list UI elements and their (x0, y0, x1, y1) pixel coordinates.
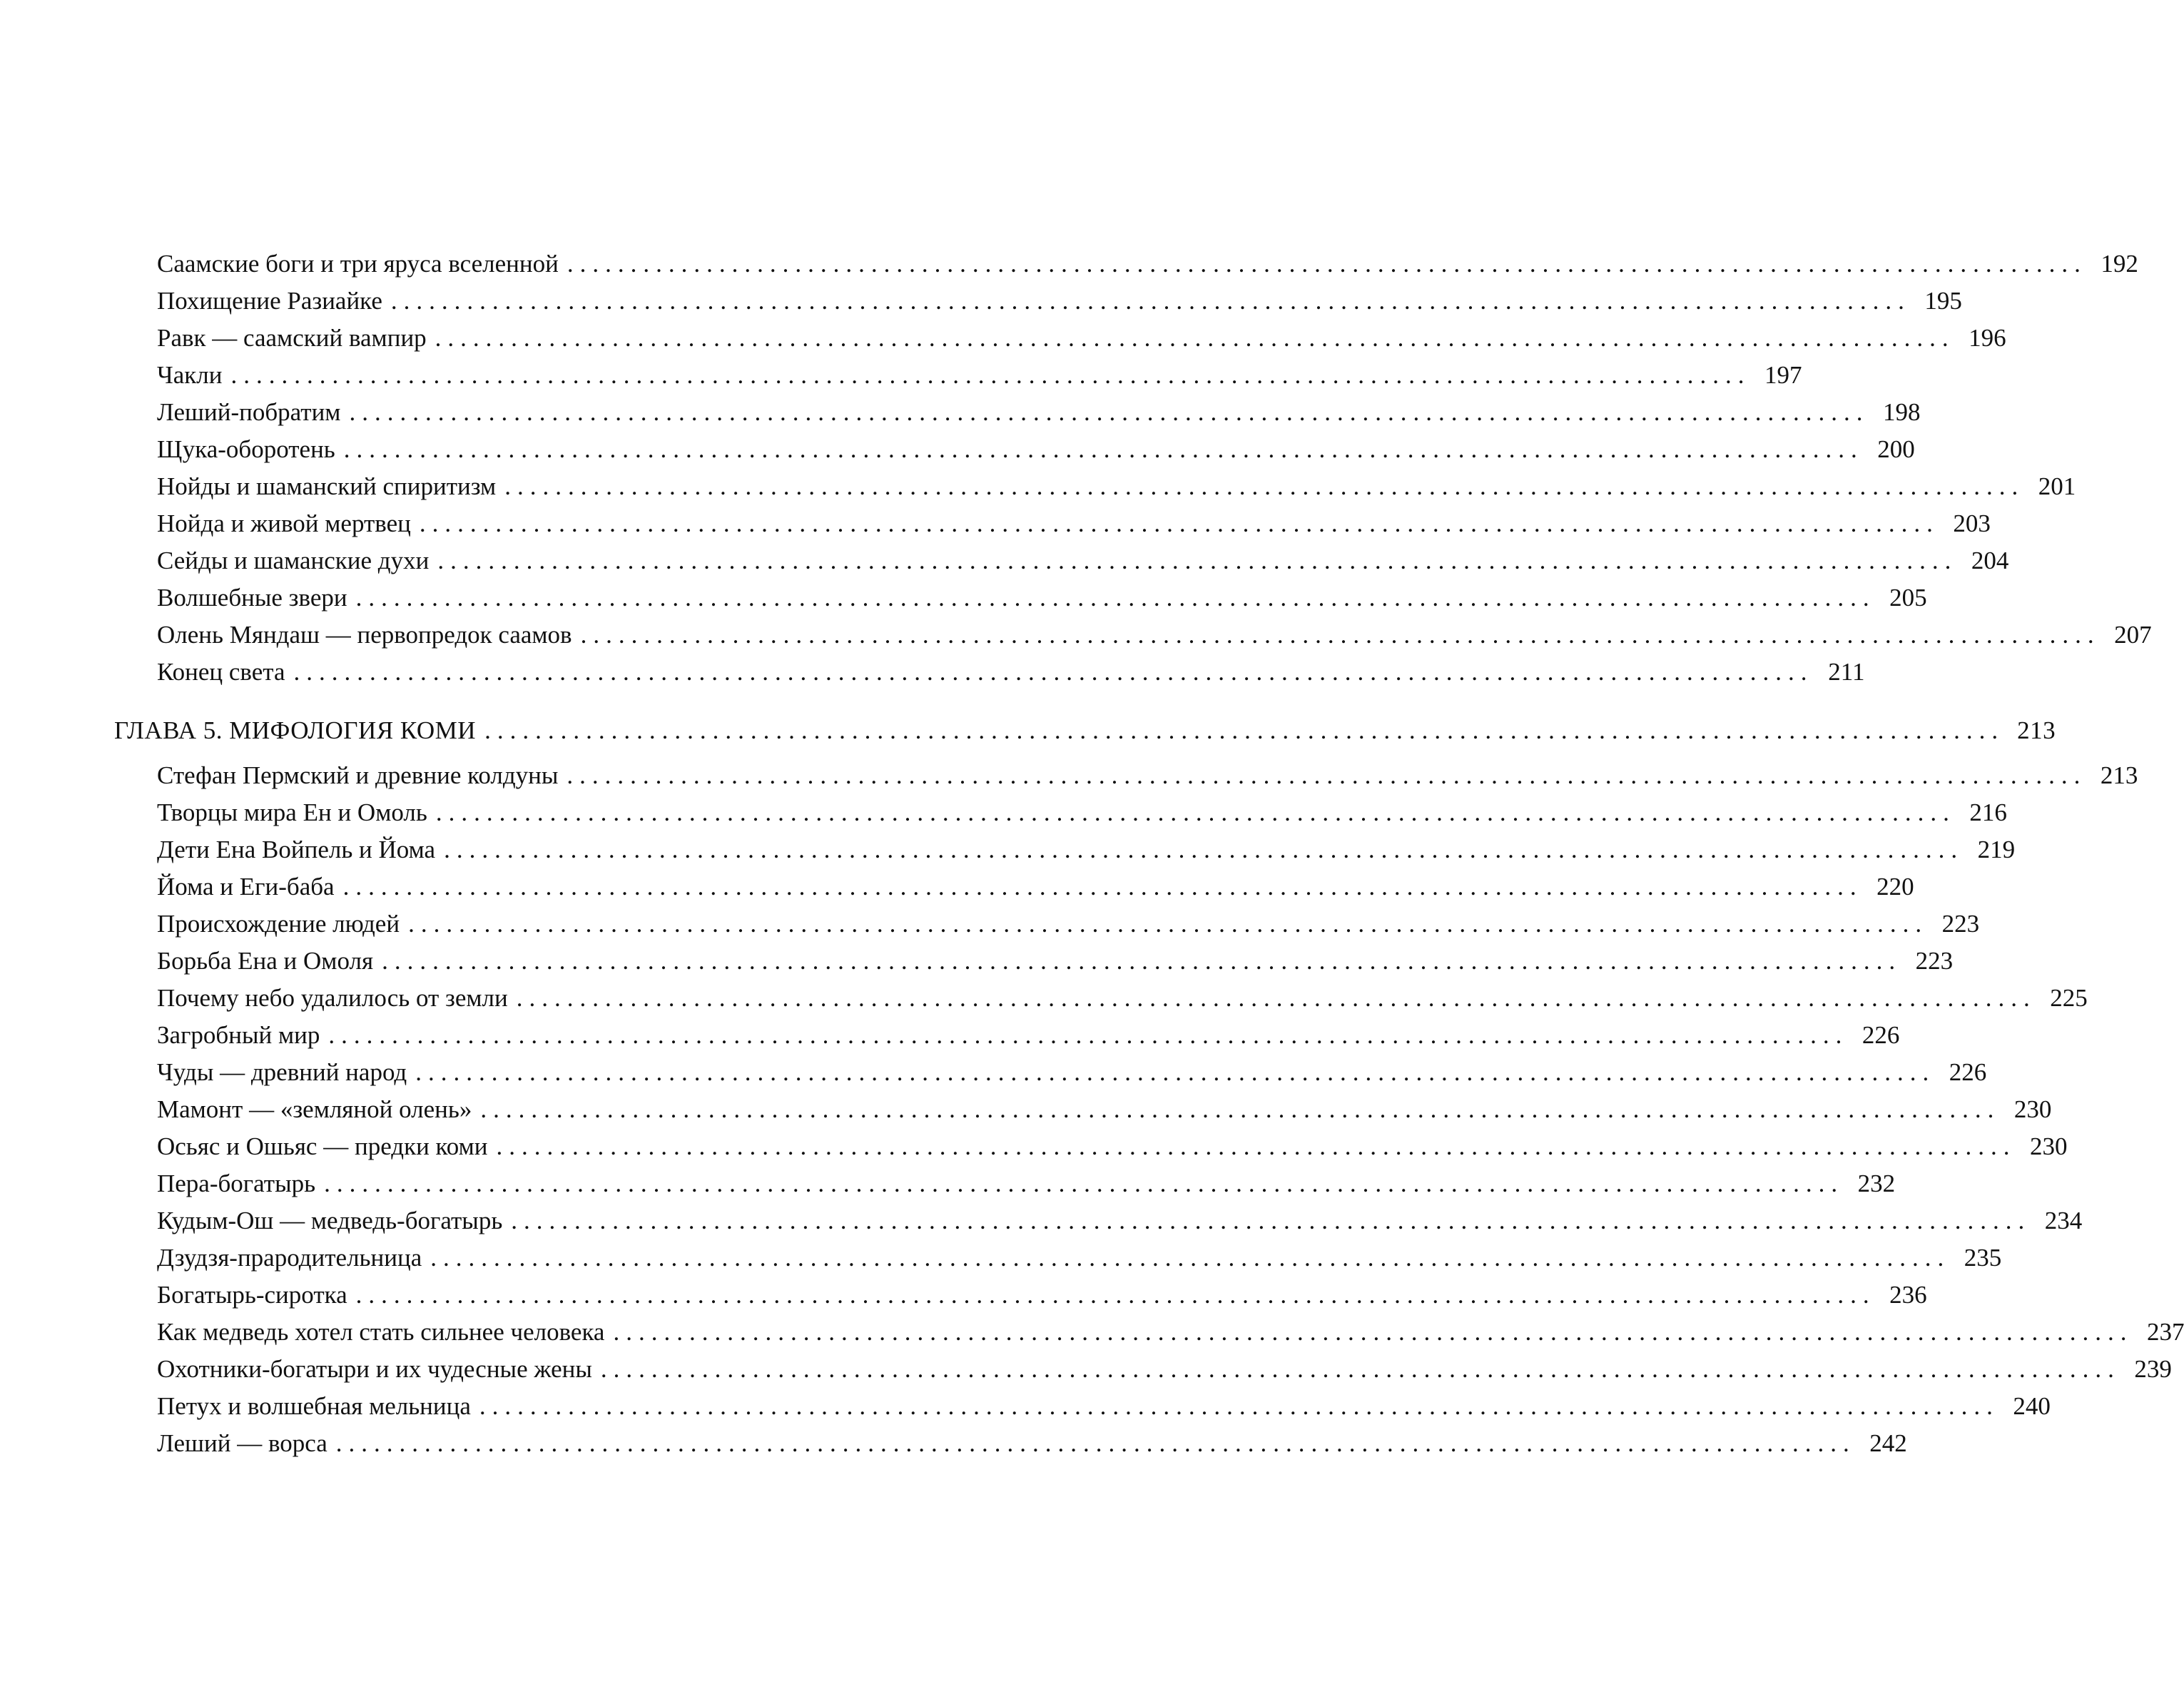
toc-entry-title: Чуды — древний народ (157, 1058, 407, 1086)
toc-entry-title: Щука-оборотень (157, 435, 335, 463)
dot-leader: ........................................................................................................................ (349, 398, 1869, 426)
toc-entry-title: Нойды и шаманский спиритизм (157, 472, 497, 500)
toc-entry-page: 201 (2038, 472, 2076, 500)
chapter-page: 213 (2017, 716, 2056, 744)
dot-leader: ........................................................................................................................ (293, 658, 1814, 686)
dot-leader: ........................................................................................................................ (479, 1392, 1999, 1420)
dot-leader: ........................................................................................................................ (324, 1170, 1844, 1197)
toc-entry-page: 240 (2013, 1392, 2051, 1420)
toc-entry-title: Пера-богатырь (157, 1170, 316, 1197)
dot-leader: ........................................................................................................................ (408, 910, 1929, 938)
toc-entry[interactable] (157, 431, 1915, 468)
toc-entry[interactable] (157, 505, 1991, 542)
toc-entry[interactable] (157, 831, 2016, 868)
toc-entry-page: 235 (1964, 1244, 2002, 1272)
toc-entry-title: Почему небо удалилось от земли (157, 984, 508, 1012)
dot-leader: ........................................................................................................................ (567, 250, 2087, 278)
toc-entry[interactable] (157, 1425, 1907, 1462)
toc-entry[interactable] (157, 1091, 2052, 1128)
toc-entry-title: Как медведь хотел стать сильнее человека (157, 1318, 605, 1346)
toc-entry-title: Кудым-Ош — медведь-богатырь (157, 1207, 503, 1234)
toc-entry-title: Леший-побратим (157, 398, 341, 426)
toc-entry[interactable] (157, 1165, 1896, 1202)
dot-leader: ........................................................................................................................ (613, 1318, 2133, 1346)
dot-leader: ........................................................................................................................ (415, 1058, 1936, 1086)
toc-entry-title: Равк — саамский вампир (157, 324, 427, 352)
toc-entry[interactable] (157, 980, 2088, 1017)
toc-entry-title: Олень Мяндаш — первопредок саамов (157, 621, 572, 649)
toc-entry-page: 230 (2030, 1132, 2068, 1160)
toc-entry[interactable] (157, 1314, 2184, 1351)
toc-entry-page: 234 (2044, 1207, 2083, 1234)
toc-entry-title: Похищение Разиайке (157, 287, 382, 315)
toc-entry-title: Конец света (157, 658, 285, 686)
toc-entry[interactable] (157, 906, 1980, 943)
toc-entry[interactable] (157, 943, 1954, 980)
dot-leader: ........................................................................................................................ (382, 947, 1902, 975)
dot-leader: ........................................................................................................................ (435, 324, 1955, 352)
toc-entry-page: 220 (1876, 873, 1914, 901)
toc-entry[interactable] (157, 245, 2138, 283)
toc-entry-title: Дети Ена Войпель и Йома (157, 836, 436, 863)
toc-entry-title: Богатырь-сиротка (157, 1281, 347, 1309)
toc-entry-title: Волшебные звери (157, 584, 347, 612)
toc-entry-page: 226 (1949, 1058, 1987, 1086)
toc-entry-page: 236 (1889, 1281, 1927, 1309)
dot-leader: ........................................................................................................................ (511, 1207, 2031, 1234)
dot-leader: ........................................................................................................................ (496, 1132, 2016, 1160)
toc-entry-page: 207 (2114, 621, 2152, 649)
toc-entry[interactable] (157, 1017, 1900, 1054)
chapter-title: ГЛАВА 5. МИФОЛОГИЯ КОМИ (114, 716, 477, 744)
toc-entry-page: 200 (1877, 435, 1915, 463)
toc-entry-page: 237 (2146, 1318, 2184, 1346)
toc-entry[interactable] (157, 394, 1921, 431)
toc-entry-page: 197 (1764, 361, 1802, 389)
toc-entry-page: 196 (1969, 324, 2006, 352)
toc-entry[interactable] (157, 617, 2152, 654)
toc-entry[interactable] (157, 1351, 2172, 1388)
dot-leader: ........................................................................................................................ (335, 1429, 1856, 1457)
toc-entry-title: Охотники-богатыри и их чудесные жены (157, 1355, 592, 1383)
toc-chapter-heading[interactable] (114, 712, 2056, 749)
toc-entry-page: 203 (1953, 509, 1991, 537)
toc-entry-title: Дзудзя-прародительница (157, 1244, 422, 1272)
toc-entry-page: 213 (2100, 761, 2138, 789)
toc-entry[interactable] (157, 1388, 2051, 1425)
toc-entry-title: Осьяс и Ошьяс — предки коми (157, 1132, 488, 1160)
dot-leader: ........................................................................................................................ (504, 472, 2025, 500)
toc-entry[interactable] (157, 320, 2006, 357)
toc-entry[interactable] (157, 1239, 2002, 1277)
toc-entry[interactable] (157, 357, 1802, 394)
toc-entry-page: 195 (1924, 287, 1962, 315)
toc-entry-title: Стефан Пермский и древние колдуны (157, 761, 559, 789)
dot-leader: ........................................................................................................................ (430, 1244, 1951, 1272)
toc-entry-page: 223 (1941, 910, 1980, 938)
toc-entry-page: 205 (1889, 584, 1927, 612)
toc-entry-title: Происхождение людей (157, 910, 400, 938)
toc-entry-title: Чакли (157, 361, 223, 389)
dot-leader: ........................................................................................................................ (355, 1281, 1876, 1309)
toc-entry-title: Творцы мира Ен и Омоль (157, 798, 427, 826)
dot-leader: ........................................................................................................................ (419, 509, 1939, 537)
toc-entry[interactable] (157, 579, 1927, 617)
toc-entry-title: Саамские боги и три яруса вселенной (157, 250, 559, 278)
dot-leader: ........................................................................................................................ (230, 361, 1751, 389)
toc-entry-page: 223 (1915, 947, 1954, 975)
toc-entry[interactable] (157, 868, 1914, 906)
toc-entry-title: Йома и Еги-баба (157, 873, 335, 901)
toc-entry-page: 232 (1857, 1170, 1896, 1197)
dot-leader: ........................................................................................................................ (390, 287, 1911, 315)
dot-leader: ........................................................................................................................ (567, 761, 2087, 789)
toc-entry-title: Борьба Ена и Омоля (157, 947, 374, 975)
toc-entry[interactable] (157, 1054, 1987, 1091)
toc-entry[interactable] (157, 757, 2138, 794)
toc-entry[interactable] (157, 654, 1865, 691)
dot-leader: ........................................................................................................................ (444, 836, 1964, 863)
dot-leader: ........................................................................................................................ (435, 798, 1956, 826)
toc-entry-page: 204 (1971, 547, 2009, 574)
toc-entry-page: 230 (2013, 1095, 2052, 1123)
toc-entry[interactable] (157, 283, 1962, 320)
toc-entry-title: Мамонт — «земляной олень» (157, 1095, 472, 1123)
dot-leader: ........................................................................................................................ (580, 621, 2101, 649)
dot-leader: ........................................................................................................................ (600, 1355, 2120, 1383)
toc-entry-page: 226 (1862, 1021, 1900, 1049)
toc-entry[interactable] (157, 542, 2009, 579)
toc-entry-title: Сейды и шаманские духи (157, 547, 430, 574)
toc-entry-page: 225 (2050, 984, 2088, 1012)
dot-leader: ........................................................................................................................ (437, 547, 1958, 574)
toc-entry-page: 219 (1977, 836, 2016, 863)
toc-entry-page: 192 (2101, 250, 2138, 278)
toc-entry-title: Загробный мир (157, 1021, 320, 1049)
dot-leader: ........................................................................................................................ (516, 984, 2036, 1012)
toc-entry-page: 211 (1828, 658, 1865, 686)
toc-entry-page: 242 (1869, 1429, 1907, 1457)
toc-entry-title: Петух и волшебная мельница (157, 1392, 471, 1420)
toc-entry[interactable] (157, 468, 2076, 505)
toc-entry[interactable] (157, 1128, 2068, 1165)
dot-leader: ........................................................................................................................ (343, 435, 1864, 463)
dot-leader: ........................................................................................................................ (355, 584, 1876, 612)
toc-entry-page: 239 (2134, 1355, 2172, 1383)
dot-leader: ........................................................................................................................ (328, 1021, 1849, 1049)
toc-entry-page: 198 (1882, 398, 1921, 426)
toc-entry-title: Нойда и живой мертвец (157, 509, 411, 537)
toc-entry[interactable] (157, 1277, 1927, 1314)
toc-entry[interactable] (157, 1202, 2083, 1239)
dot-leader: ........................................................................................................................ (484, 716, 2005, 744)
dot-leader: ........................................................................................................................ (480, 1095, 2001, 1123)
toc-entry[interactable] (157, 794, 2007, 831)
dot-leader: ........................................................................................................................ (342, 873, 1863, 901)
toc-entry-page: 216 (1969, 798, 2007, 826)
toc-entry-title: Леший — ворса (157, 1429, 327, 1457)
